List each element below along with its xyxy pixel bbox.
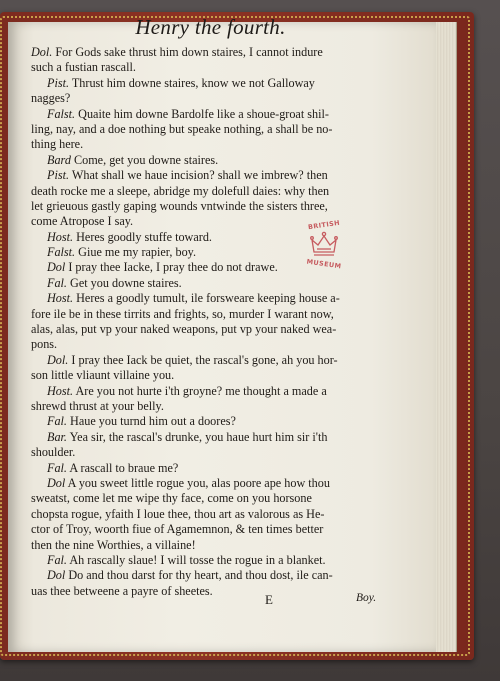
stamp-top-text: BRITISH bbox=[307, 218, 341, 232]
text-line bbox=[31, 137, 406, 152]
text-line bbox=[31, 168, 406, 183]
text-line bbox=[31, 322, 406, 337]
line-text: Yea sir, the rascal's drunke, you haue hurt him sir i'th bbox=[69, 429, 328, 444]
line-text: I pray thee Iacke, I pray thee do not drawe. bbox=[68, 260, 278, 275]
text-line bbox=[31, 553, 406, 568]
speaker-prefix: Dol bbox=[47, 475, 66, 490]
line-text: Come, get you downe staires. bbox=[73, 152, 219, 167]
speaker-prefix: Host. bbox=[47, 383, 74, 398]
running-head: Henry the fourth. bbox=[135, 15, 286, 39]
text-line bbox=[31, 353, 406, 368]
line-text: shrewd thrust at your belly. bbox=[31, 398, 164, 413]
line-text: A rascall to braue me? bbox=[69, 460, 179, 475]
speaker-prefix: Falst. bbox=[47, 106, 76, 121]
line-text: let grieuous gastly gaping wounds vntwinde the sisters three, bbox=[31, 198, 328, 213]
line-text: What shall we haue incision? shall we imbrew? then bbox=[71, 168, 328, 183]
line-text: such a fustian rascall. bbox=[31, 60, 136, 75]
line-text: For Gods sake thrust him down staires, I cannot indure bbox=[55, 45, 323, 59]
speaker-prefix: Host. bbox=[47, 291, 74, 306]
speaker-prefix: Bard bbox=[47, 152, 71, 167]
stamp-bottom-text: MUSEUM bbox=[306, 257, 342, 271]
speaker-prefix: Dol bbox=[47, 260, 66, 275]
text-line bbox=[31, 476, 406, 491]
text-line bbox=[31, 199, 406, 214]
line-text: shoulder. bbox=[31, 445, 76, 460]
text-line bbox=[31, 399, 406, 414]
speaker-prefix: Dol. bbox=[47, 352, 69, 367]
page-footer bbox=[8, 592, 413, 612]
text-line bbox=[31, 153, 406, 168]
text-line bbox=[31, 445, 406, 460]
text-line bbox=[31, 430, 406, 445]
text-line bbox=[31, 91, 406, 106]
speaker-prefix: Dol bbox=[47, 568, 66, 583]
line-text: Giue me my rapier, boy. bbox=[78, 245, 197, 260]
text-line bbox=[31, 107, 406, 122]
text-line bbox=[31, 260, 406, 275]
catchword: Boy. bbox=[356, 592, 377, 604]
line-text: Thrust him downe staires, know we not Galloway bbox=[71, 75, 315, 90]
play-text bbox=[31, 45, 406, 599]
line-text: then the nine Worthies, a villaine! bbox=[31, 537, 196, 552]
line-text: sweatst, come let me wipe thy face, come on you horsone bbox=[31, 491, 312, 506]
line-text: come Atropose I say. bbox=[31, 214, 134, 229]
text-line bbox=[31, 230, 406, 245]
line-text: fore ile be in these tirrits and frights, so, murder I warant now, bbox=[31, 306, 334, 321]
line-text: Quaite him downe Bardolfe like a shoue-groat shil- bbox=[78, 106, 329, 121]
line-text: chopsta rogue, yfaith I loue thee, thou art as valorous as He- bbox=[31, 506, 325, 521]
text-line bbox=[31, 568, 406, 583]
line-text: I pray thee Iack be quiet, the rascal's gone, ah you hor- bbox=[71, 352, 338, 367]
line-text: Heres a goodly tumult, ile forsweare keeping house a- bbox=[76, 291, 340, 306]
text-line bbox=[31, 276, 406, 291]
line-text: Ah rascally slaue! I will tosse the rogue in a blanket. bbox=[69, 552, 326, 567]
text-line bbox=[31, 384, 406, 399]
text-line bbox=[31, 307, 406, 322]
text-line bbox=[31, 507, 406, 522]
speaker-prefix: Host. bbox=[47, 229, 74, 244]
text-line bbox=[31, 76, 406, 91]
text-line bbox=[31, 368, 406, 383]
line-text: thing here. bbox=[31, 137, 84, 152]
text-line bbox=[31, 491, 406, 506]
speaker-prefix: Fal. bbox=[47, 275, 67, 290]
speaker-prefix: Bar. bbox=[47, 429, 67, 444]
speaker-prefix: Fal. bbox=[47, 460, 67, 475]
line-text: nagges? bbox=[31, 91, 71, 106]
text-line bbox=[31, 461, 406, 476]
text-line bbox=[31, 337, 406, 352]
text-line bbox=[31, 538, 406, 553]
line-text: son little vliaunt villaine you. bbox=[31, 368, 175, 383]
text-line bbox=[31, 122, 406, 137]
line-text: death rocke me a sleepe, abridge my dolefull daies: why then bbox=[31, 183, 330, 198]
book-page bbox=[8, 15, 436, 652]
line-text: pons. bbox=[31, 337, 58, 352]
text-line bbox=[31, 45, 406, 60]
speaker-prefix: Falst. bbox=[47, 245, 76, 260]
line-text: Haue you turnd him out a doores? bbox=[70, 414, 236, 429]
text-line bbox=[31, 245, 406, 260]
line-text: Do and thou darst for thy heart, and thou dost, ile can- bbox=[68, 568, 333, 583]
speaker-prefix: Pist. bbox=[47, 168, 70, 183]
text-line bbox=[31, 414, 406, 429]
text-line bbox=[31, 214, 406, 229]
line-text: A you sweet little rogue you, alas poore ape how thou bbox=[67, 475, 330, 490]
line-text: Get you downe staires. bbox=[70, 275, 182, 290]
line-text: uas thee betweene a payre of sheetes. bbox=[31, 583, 213, 598]
line-text: alas, alas, put vp your naked weapons, put vp your naked wea- bbox=[31, 322, 337, 337]
text-line bbox=[31, 522, 406, 537]
speaker-prefix: Fal. bbox=[47, 414, 67, 429]
line-text: ling, nay, and a doe nothing but speake nothing, a shall be no- bbox=[31, 121, 333, 136]
speaker-prefix: Pist. bbox=[47, 75, 70, 90]
line-text: Are you not hurte i'th groyne? me thought a made a bbox=[75, 383, 327, 398]
signature-mark: E bbox=[265, 592, 273, 607]
text-line bbox=[31, 184, 406, 199]
text-line bbox=[31, 60, 406, 75]
line-text: Heres goodly stuffe toward. bbox=[76, 229, 212, 244]
line-text: ctor of Troy, woorth fiue of Agamemnon, & ten times better bbox=[31, 522, 324, 537]
speaker-prefix: Fal. bbox=[47, 552, 67, 567]
speaker-prefix: Dol. bbox=[31, 45, 53, 59]
text-line bbox=[31, 291, 406, 306]
